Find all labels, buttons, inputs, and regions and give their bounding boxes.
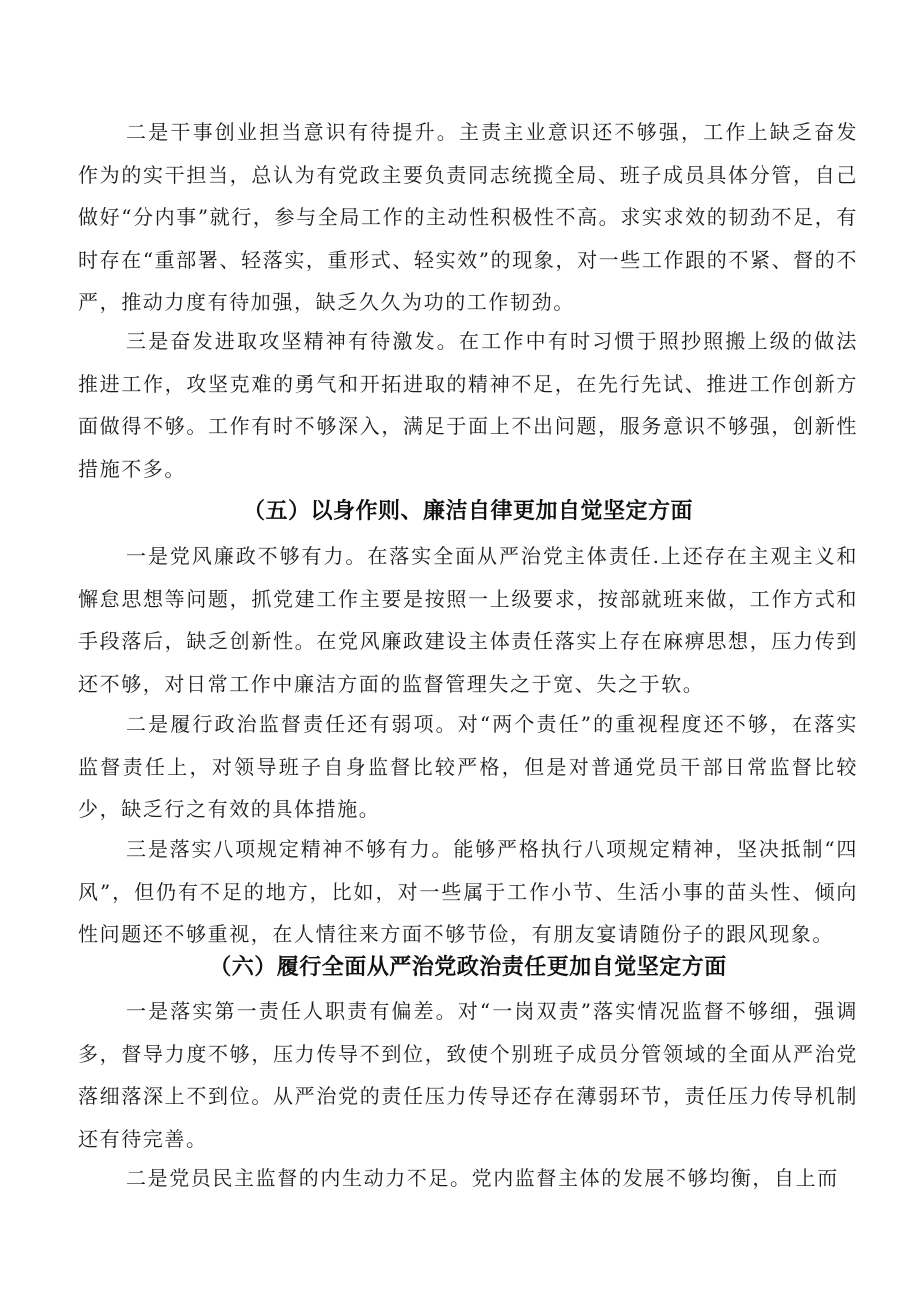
- paragraph-political-supervision: 二是履行政治监督责任还有弱项。对“两个责任”的重视程度还不够，在落实监督责任上，对领导班子自身监督比较严格，但是对普通党员干部日常监督比较少，缺乏行之有效的具体措施。: [78, 712, 858, 821]
- section-heading-6: （六）履行全面从严治党政治责任更加自觉坚定方面: [209, 955, 727, 980]
- paragraph-eight-regulations: 三是落实八项规定精神不够有力。能够严格执行八项规定精神，坚决抵制“四风”，但仍有不足的地方，比如，对一些属于工作小节、生活小事的苗头性、倾向性问题还不够重视，在人情往来方面不够节俭，有朋友宴请随份子的跟风现象。: [78, 837, 858, 946]
- paragraph-democratic-supervision: 二是党员民主监督的内生动力不足。党内监督主体的发展不够均衡，自上而: [126, 1166, 839, 1190]
- section-heading-5: （五）以身作则、廉洁自律更加自觉坚定方面: [242, 499, 693, 524]
- paragraph-first-responsibility: 一是落实第一责任人职责有偏差。对“一岗双责”落实情况监督不够细，强调多，督导力度不够，压力传导不到位，致使个别班子成员分管领域的全面从严治党落细落深上不到位。从严治党的责任压力传导还存在薄弱环节，责任压力传导机制还有待完善。: [78, 999, 858, 1151]
- paragraph-engagement-awareness: 二是干事创业担当意识有待提升。主责主业意识还不够强，工作上缺乏奋发作为的实干担当，总认为有党政主要负责同志统揽全局、班子成员具体分管，自己做好“分内事”就行，参与全局工作的主动性积极性不高。求实求效的韧劲不足，有时存在“重部署、轻落实，重形式、轻实效”的现象，对一些工作跟的不紧、督的不严，推动力度有待加强，缺乏久久为功的工作韧劲。: [78, 120, 858, 314]
- paragraph-party-conduct: 一是党风廉政不够有力。在落实全面从严治党主体责任.上还存在主观主义和懈怠思想等问题，抓党建工作主要是按照一上级要求，按部就班来做，工作方式和手段落后，缺乏创新性。在党风廉政建设主体责任落实上存在麻痹思想，压力传到还不够，对日常工作中廉洁方面的监督管理失之于宽、失之于软。: [78, 544, 858, 696]
- paragraph-enterprising-spirit: 三是奋发进取攻坚精神有待激发。在工作中有时习惯于照抄照搬上级的做法推进工作，攻坚克难的勇气和开拓进取的精神不足，在先行先试、推进工作创新方面做得不够。工作有时不够深入，满足于面上不出问题，服务意识不够强，创新性措施不多。: [78, 329, 858, 481]
